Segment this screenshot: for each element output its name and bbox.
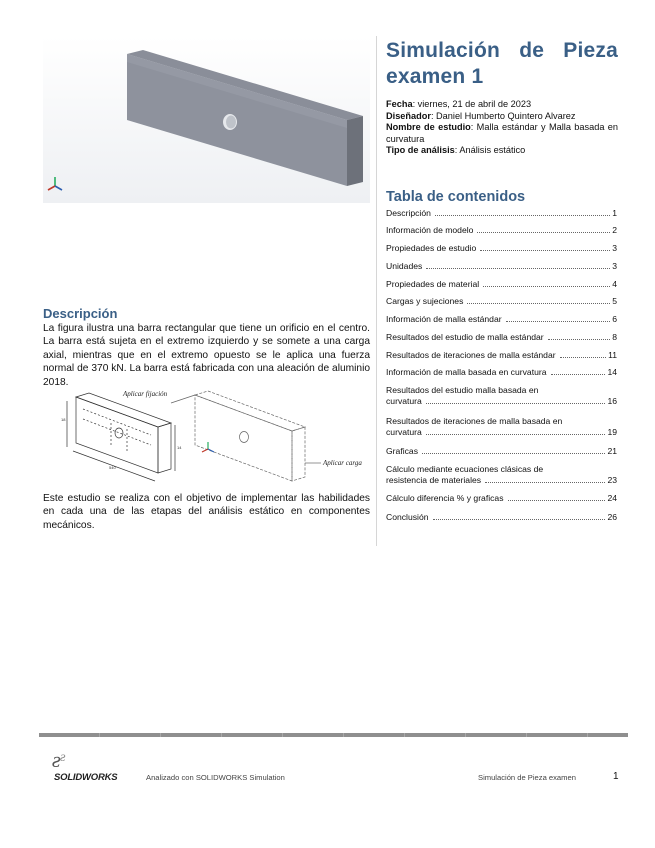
footer-document-name: Simulación de Pieza examen [478, 773, 576, 782]
document-meta [386, 99, 618, 157]
toc-item-informacion-modelo[interactable]: Información de modelo 2 [386, 225, 617, 235]
meta-study: Nombre de estudio: Malla estándar y Malla basada en curvatura [386, 122, 618, 144]
toc-item-cargas-sujeciones[interactable]: Cargas y sujeciones 5 [386, 296, 617, 306]
toc-item-info-malla-curvatura[interactable]: Información de malla basada en curvatura 14 [386, 367, 617, 377]
load-label: Aplicar carga [323, 459, 362, 467]
meta-analysis: Tipo de análisis: Análisis estático [386, 145, 526, 156]
svg-text:540: 540 [109, 465, 116, 470]
meta-analysis-label: Tipo de análisis [386, 145, 455, 156]
description-text: La figura ilustra una barra rectangular que tiene un orificio en el centro. La barra está sujeta en el extremo izquierdo y se somete a una carga axial, mientras que en el extremo opuesto se le aplica una fuerza normal de 370 kN. La barra está fabricada con una aleación de aluminio 2018. [43, 323, 370, 388]
technical-drawing [43, 389, 370, 486]
meta-date: Fecha: viernes, 21 de abril de 2023 [386, 99, 532, 109]
footer-page-number: 1 [613, 771, 619, 782]
meta-designer: Diseñador: Daniel Humberto Quintero Alvarez [386, 110, 576, 121]
axis-triad-icon [202, 442, 214, 452]
toc-item-resultados-malla-curvatura[interactable]: Resultados del estudio malla basada en curvatura 16 [386, 385, 617, 406]
meta-designer-label: Diseñador [386, 110, 431, 121]
meta-date-value: viernes, 21 de abril de 2023 [417, 99, 532, 109]
toc-item-calculo-diferencia[interactable]: Cálculo diferencia % y graficas 24 [386, 493, 617, 503]
document-title: Simulación de Pieza examen 1 [386, 39, 618, 88]
toc-item-unidades[interactable]: Unidades 3 [386, 261, 617, 271]
toc-item-graficas[interactable]: Graficas 21 [386, 446, 617, 456]
toc-item-descripcion[interactable]: Descripción 1 [386, 208, 617, 218]
svg-text:14: 14 [177, 445, 182, 450]
meta-designer-value: Daniel Humberto Quintero Alvarez [436, 110, 576, 121]
meta-date-label: Fecha [386, 99, 413, 109]
toc-item-iteraciones-malla-estandar[interactable]: Resultados de iteraciones de malla estándar 11 [386, 350, 617, 360]
meta-study-value: Malla estándar y Malla basada en curvatura [386, 122, 618, 144]
column-divider [376, 36, 377, 546]
toc-item-calculo-ecuaciones[interactable]: Cálculo mediante ecuaciones clásicas de resistencia de materiales 23 [386, 464, 617, 485]
footer-analyzed-with: Analizado con SOLIDWORKS Simulation [146, 773, 285, 782]
toc-item-conclusion[interactable]: Conclusión 26 [386, 512, 617, 522]
study-objective-text: Este estudio se realiza con el objetivo de implementar las habilidades en cada una de las etapas del análisis estático en componentes mecánicos. [43, 493, 370, 531]
svg-text:ƨ: ƨ [52, 747, 61, 772]
footer-rule [39, 733, 628, 737]
toc-title: Tabla de contenidos [386, 189, 526, 205]
meta-analysis-value: Análisis estático [459, 145, 526, 156]
meta-study-label: Nombre de estudio [386, 122, 471, 133]
toc-item-propiedades-estudio[interactable]: Propiedades de estudio 3 [386, 243, 617, 253]
description-heading: Descripción [43, 306, 118, 321]
axis-triad-icon [48, 177, 62, 190]
toc-item-resultados-malla-estandar[interactable]: Resultados del estudio de malla estándar 8 [386, 332, 617, 342]
toc-item-info-malla-estandar[interactable]: Información de malla estándar 6 [386, 314, 617, 324]
toc-item-propiedades-material[interactable]: Propiedades de material 4 [386, 279, 617, 289]
svg-text:18: 18 [61, 417, 66, 422]
model-render-image [43, 36, 370, 203]
fixture-label: Aplicar fijación [123, 390, 168, 398]
solidworks-logo-text: SOLIDWORKS [54, 772, 118, 783]
svg-text:ƨ: ƨ [60, 750, 66, 765]
toc-item-iteraciones-malla-curvatura[interactable]: Resultados de iteraciones de malla basada en curvatura 19 [386, 416, 617, 437]
